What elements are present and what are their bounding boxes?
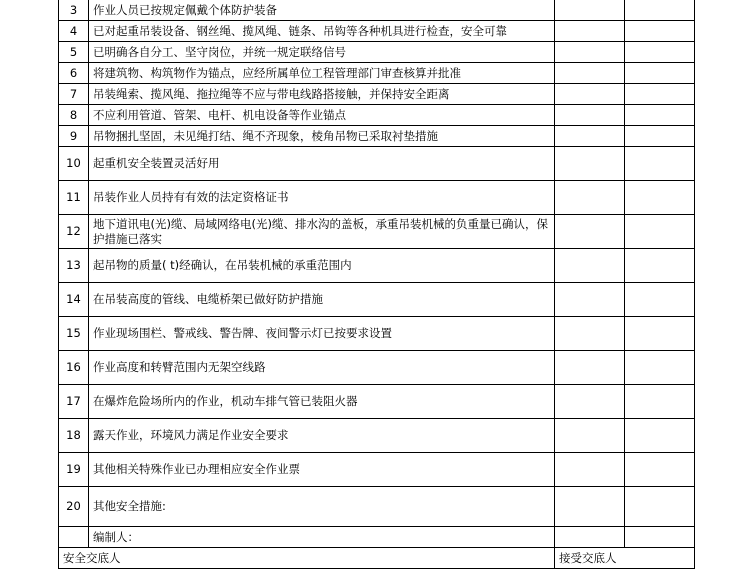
row-check-a[interactable] <box>555 453 625 487</box>
row-number: 13 <box>59 249 89 283</box>
row-content: 已对起重吊装设备、钢丝绳、揽风绳、链条、吊钩等各种机具进行检查，安全可靠 <box>89 21 555 42</box>
row-content: 起吊物的质量( t)经确认，在吊装机械的承重范围内 <box>89 249 555 283</box>
row-check-a[interactable] <box>555 42 625 63</box>
row-check-a[interactable] <box>555 0 625 21</box>
row-check-b[interactable] <box>625 215 695 249</box>
row-check-a[interactable] <box>555 419 625 453</box>
row-check-a[interactable] <box>555 487 625 527</box>
row-content: 露天作业，环境风力满足作业安全要求 <box>89 419 555 453</box>
row-number: 3 <box>59 0 89 21</box>
row-number: 20 <box>59 487 89 527</box>
maker-row-number <box>59 527 89 548</box>
row-content: 已明确各自分工、坚守岗位，并统一规定联络信号 <box>89 42 555 63</box>
row-check-a[interactable] <box>555 215 625 249</box>
row-number: 10 <box>59 147 89 181</box>
signature-left-label[interactable]: 安全交底人 <box>59 548 555 569</box>
row-check-b[interactable] <box>625 487 695 527</box>
table-row <box>59 385 695 419</box>
row-check-a[interactable] <box>555 126 625 147</box>
row-number: 14 <box>59 283 89 317</box>
row-content: 其他安全措施: <box>89 487 555 527</box>
row-content: 地下道讯电(光)缆、局域网络电(光)缆、排水沟的盖板，承重吊装机械的负重量已确认，保护措施已落实 <box>89 215 555 249</box>
row-check-b[interactable] <box>625 283 695 317</box>
maker-label: 编制人： <box>89 527 555 548</box>
row-number: 4 <box>59 21 89 42</box>
row-check-b[interactable] <box>625 147 695 181</box>
row-check-b[interactable] <box>625 126 695 147</box>
row-check-b[interactable] <box>625 105 695 126</box>
table-row <box>59 215 695 249</box>
table-row <box>59 63 695 84</box>
row-content: 其他相关特殊作业已办理相应安全作业票 <box>89 453 555 487</box>
row-check-a[interactable] <box>555 147 625 181</box>
table-row <box>59 147 695 181</box>
row-content: 作业人员已按规定佩戴个体防护装备 <box>89 0 555 21</box>
row-check-b[interactable] <box>625 63 695 84</box>
row-number: 18 <box>59 419 89 453</box>
signature-right-label[interactable]: 接受交底人 <box>555 548 695 569</box>
row-check-a[interactable] <box>555 21 625 42</box>
row-content: 在爆炸危险场所内的作业，机动车排气管已装阻火器 <box>89 385 555 419</box>
maker-check-a[interactable] <box>555 527 625 548</box>
row-content: 起重机安全装置灵活好用 <box>89 147 555 181</box>
row-number: 9 <box>59 126 89 147</box>
row-check-b[interactable] <box>625 21 695 42</box>
row-check-a[interactable] <box>555 105 625 126</box>
maker-check-b[interactable] <box>625 527 695 548</box>
row-check-a[interactable] <box>555 317 625 351</box>
maker-row <box>59 527 695 548</box>
row-check-b[interactable] <box>625 0 695 21</box>
row-check-b[interactable] <box>625 385 695 419</box>
row-check-a[interactable] <box>555 283 625 317</box>
row-number: 8 <box>59 105 89 126</box>
row-number: 15 <box>59 317 89 351</box>
table-row <box>59 0 695 21</box>
row-content: 作业现场围栏、警戒线、警告牌、夜间警示灯已按要求设置 <box>89 317 555 351</box>
signature-row <box>59 548 695 569</box>
row-number: 5 <box>59 42 89 63</box>
row-check-b[interactable] <box>625 42 695 63</box>
row-check-a[interactable] <box>555 63 625 84</box>
row-check-b[interactable] <box>625 181 695 215</box>
row-check-a[interactable] <box>555 181 625 215</box>
table-row <box>59 105 695 126</box>
row-content: 吊装绳索、揽风绳、拖拉绳等不应与带电线路搭接触，并保持安全距离 <box>89 84 555 105</box>
row-check-a[interactable] <box>555 351 625 385</box>
row-check-a[interactable] <box>555 84 625 105</box>
row-number: 12 <box>59 215 89 249</box>
row-check-b[interactable] <box>625 453 695 487</box>
row-content: 吊装作业人员持有有效的法定资格证书 <box>89 181 555 215</box>
table-row <box>59 351 695 385</box>
table-row <box>59 42 695 63</box>
row-number: 19 <box>59 453 89 487</box>
row-check-a[interactable] <box>555 385 625 419</box>
table-row <box>59 249 695 283</box>
table-row <box>59 181 695 215</box>
row-content: 将建筑物、构筑物作为锚点，应经所属单位工程管理部门审查核算并批准 <box>89 63 555 84</box>
table-row <box>59 453 695 487</box>
row-number: 7 <box>59 84 89 105</box>
table-row <box>59 84 695 105</box>
row-check-b[interactable] <box>625 351 695 385</box>
table-row <box>59 487 695 527</box>
table-row <box>59 419 695 453</box>
table-row <box>59 21 695 42</box>
table-body <box>59 0 695 569</box>
row-number: 17 <box>59 385 89 419</box>
row-number: 11 <box>59 181 89 215</box>
row-check-b[interactable] <box>625 419 695 453</box>
row-number: 16 <box>59 351 89 385</box>
row-check-b[interactable] <box>625 249 695 283</box>
row-check-b[interactable] <box>625 317 695 351</box>
row-number: 6 <box>59 63 89 84</box>
row-check-a[interactable] <box>555 249 625 283</box>
row-content: 吊物捆扎坚固，未见绳打结、绳不齐现象，棱角吊物已采取衬垫措施 <box>89 126 555 147</box>
safety-checklist-table <box>58 0 695 569</box>
row-content: 在吊装高度的管线、电缆桥架已做好防护措施 <box>89 283 555 317</box>
row-content: 作业高度和转臂范围内无架空线路 <box>89 351 555 385</box>
row-content: 不应利用管道、管架、电杆、机电设备等作业锚点 <box>89 105 555 126</box>
table-row <box>59 126 695 147</box>
row-check-b[interactable] <box>625 84 695 105</box>
table-row <box>59 317 695 351</box>
table-row <box>59 283 695 317</box>
